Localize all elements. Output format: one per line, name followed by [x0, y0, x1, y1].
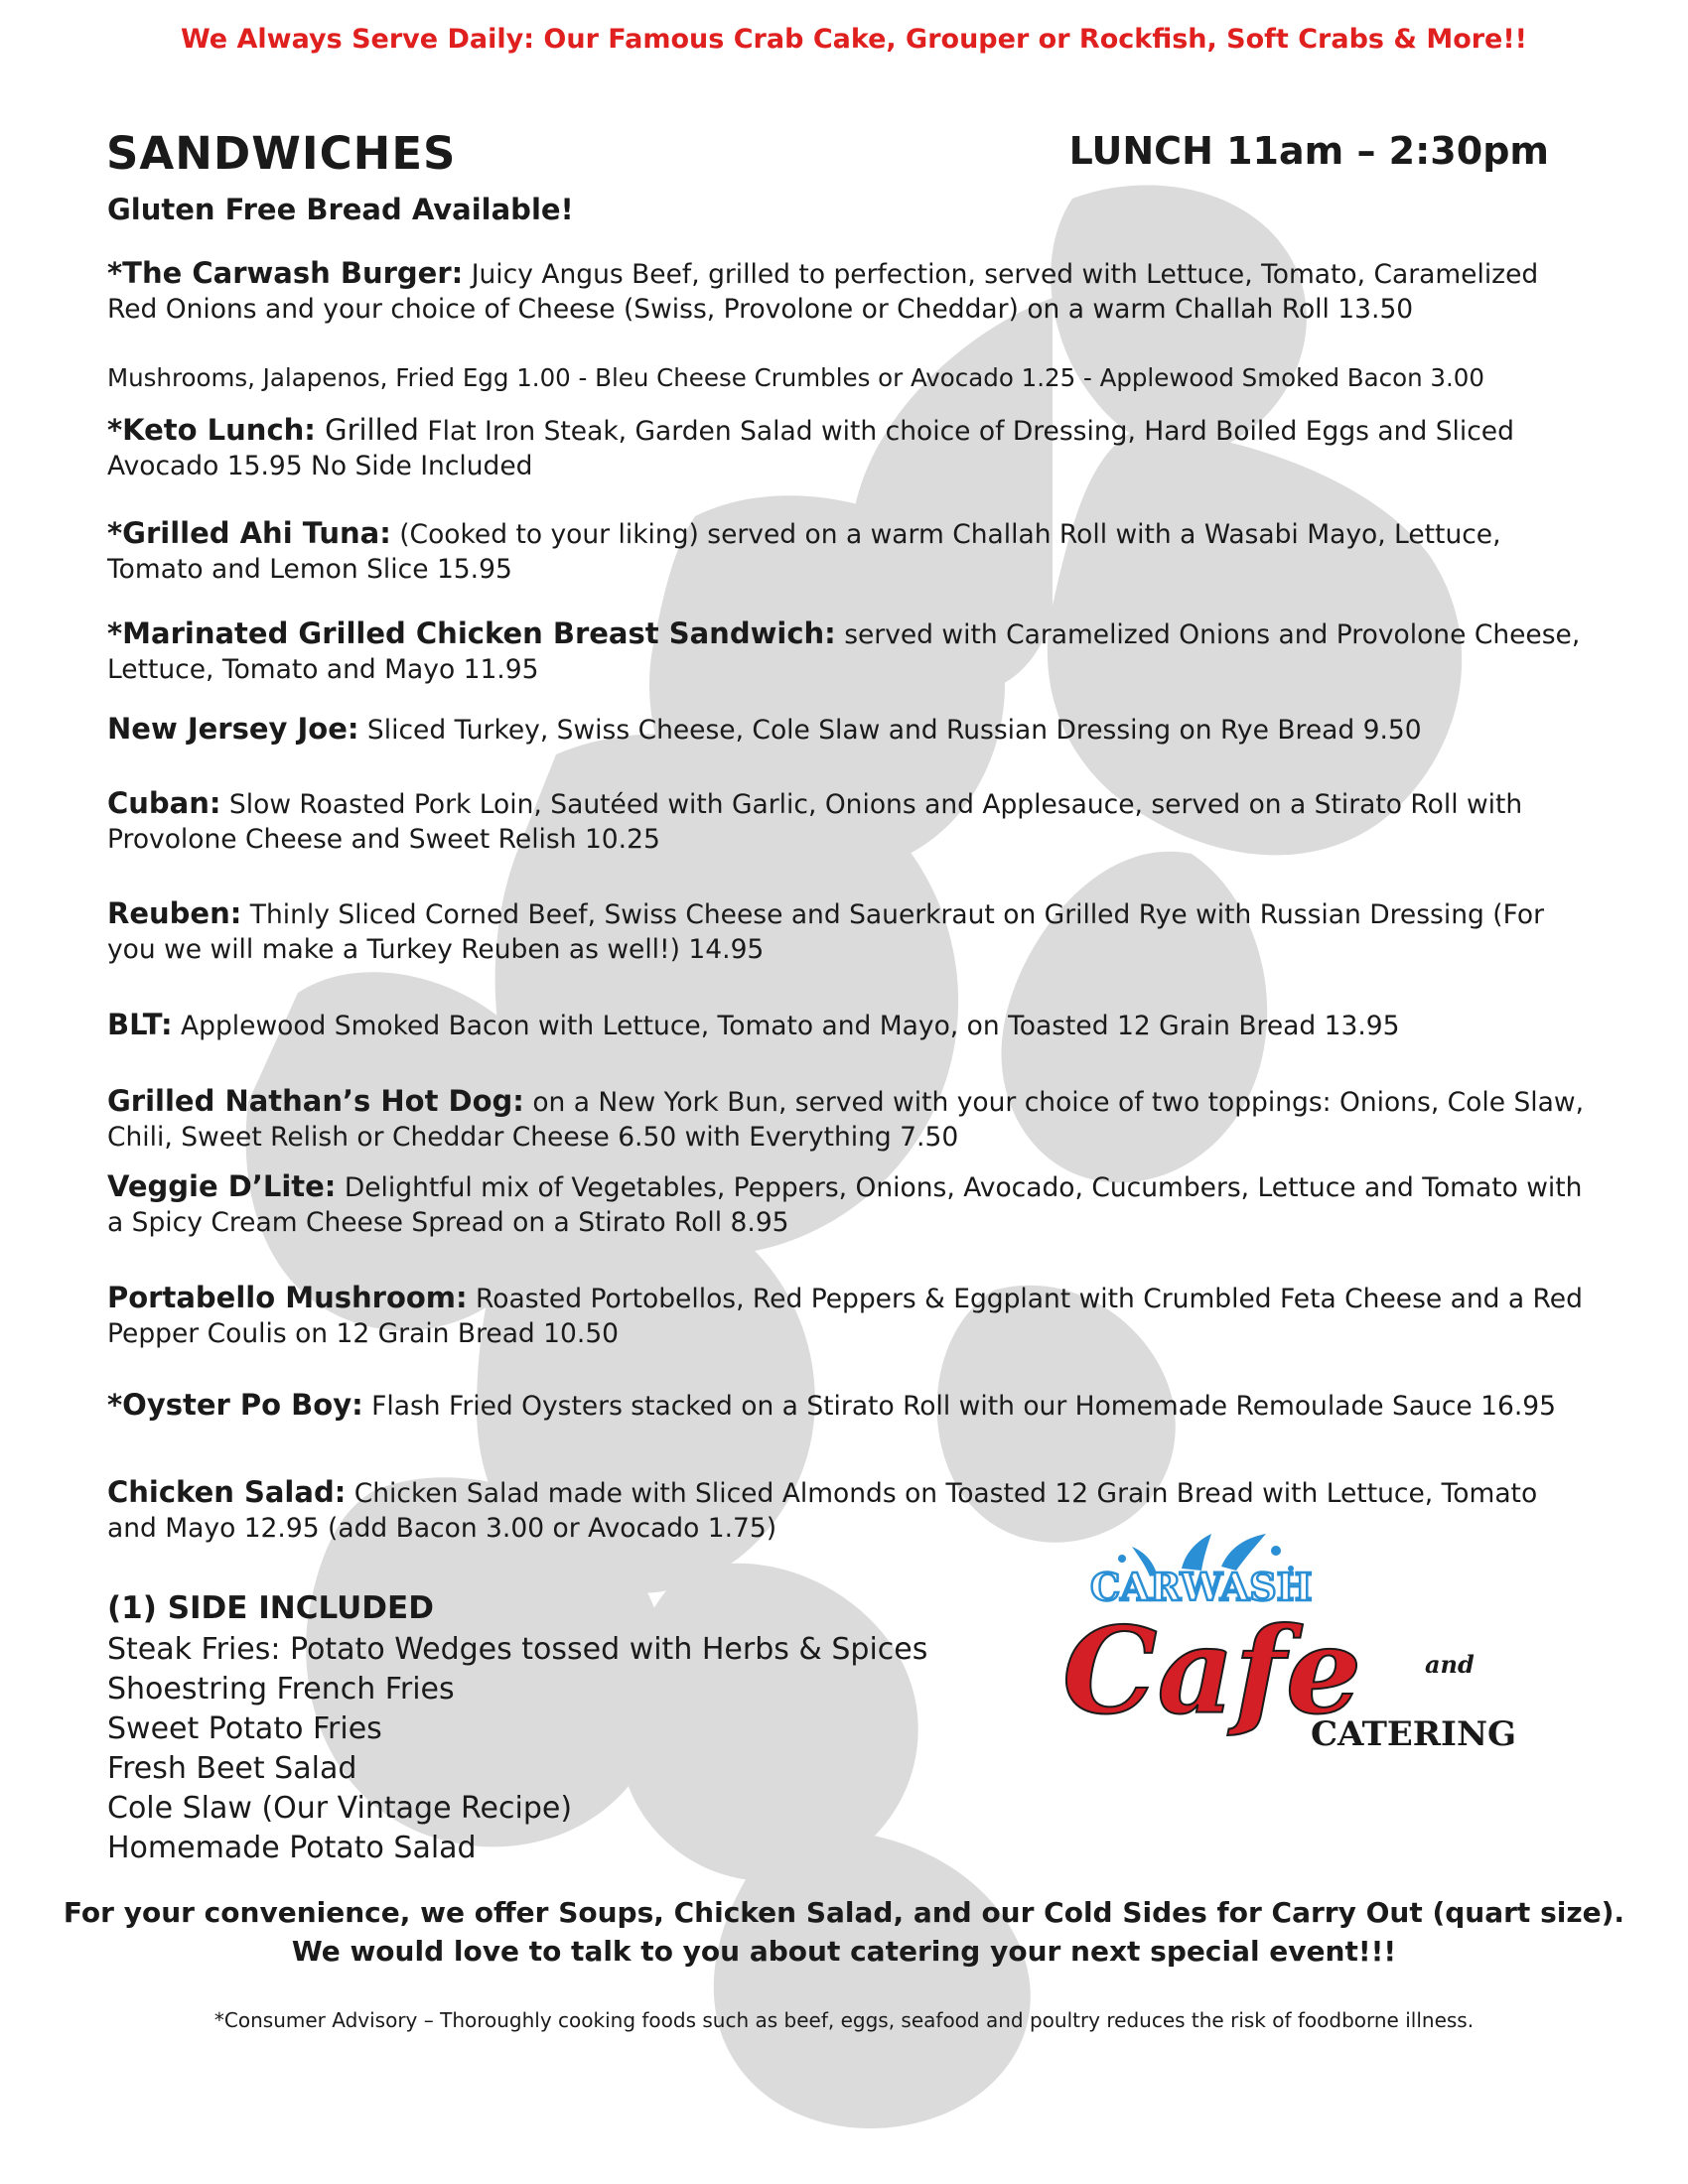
menu-item-desc: served with Caramelized Onions and Provolone Cheese, Lettuce, Tomato and Mayo 11.95 [107, 619, 1581, 685]
logo-catering-text: CATERING [1311, 1714, 1517, 1754]
burger-addons: Mushrooms, Jalapenos, Fried Egg 1.00 - Bleu Cheese Crumbles or Avocado 1.25 - Applewood Smoked Bacon 3.00 [107, 363, 1484, 392]
menu-item-desc: Delightful mix of Vegetables, Peppers, Onions, Avocado, Cucumbers, Lettuce and Tomato with a Spicy Cream Cheese Spread on a Stirato Roll 8.95 [107, 1172, 1583, 1238]
menu-item-desc: Roasted Portobellos, Red Peppers & Eggplant with Crumbled Feta Cheese and a Red Pepper Coulis on 12 Grain Bread 10.50 [107, 1284, 1583, 1349]
menu-item-grilled-chicken [107, 616, 1587, 687]
lunch-hours: LUNCH 11am – 2:30pm [1068, 129, 1549, 173]
menu-item-ahi-tuna [107, 516, 1587, 587]
catering-note: We would love to talk to you about catering your next special event!!! [291, 1935, 1397, 1968]
menu-item-name: *Oyster Po Boy: [107, 1388, 363, 1422]
side-item: Steak Fries: Potato Wedges tossed with Herbs & Spices [107, 1632, 928, 1667]
menu-item-name: Cuban: [107, 786, 221, 820]
menu-item-desc: Thinly Sliced Corned Beef, Swiss Cheese and Sauerkraut on Grilled Rye with Russian Dressing (For you we will make a Turkey Reuben as well!) 14.95 [107, 899, 1544, 965]
menu-item-desc: Slow Roasted Pork Loin, Sautéed with Garlic, Onions and Applesauce, served on a Stirato Roll with Provolone Cheese and Sweet Relish 10.25 [107, 789, 1523, 855]
menu-item-name: Grilled Nathan’s Hot Dog: [107, 1084, 524, 1118]
menu-item-desc: (Cooked to your liking) served on a warm Challah Roll with a Wasabi Mayo, Lettuce, Tomato and Lemon Slice 15.95 [107, 519, 1501, 585]
menu-item-blt [107, 1008, 1587, 1043]
carry-out-note: For your convenience, we offer Soups, Chicken Salad, and our Cold Sides for Carry Out (quart size). [63, 1896, 1625, 1929]
menu-item-name: *The Carwash Burger: [107, 256, 464, 290]
side-item: Fresh Beet Salad [107, 1751, 357, 1786]
logo-cafe-script: Cafe [1062, 1601, 1362, 1741]
menu-item-veggie-dlite [107, 1169, 1587, 1240]
menu-item-name: Portabello Mushroom: [107, 1281, 468, 1314]
menu-item-hot-dog [107, 1084, 1587, 1155]
side-item: Shoestring French Fries [107, 1672, 455, 1706]
menu-item-name: Veggie D’Lite: [107, 1169, 337, 1203]
menu-item-name: Chicken Salad: [107, 1475, 347, 1509]
menu-item-name: *Keto Lunch: [107, 413, 316, 447]
menu-item-portabello [107, 1281, 1587, 1351]
sides-header: (1) SIDE INCLUDED [107, 1590, 434, 1626]
menu-item-name: Reuben: [107, 896, 242, 930]
side-item: Sweet Potato Fries [107, 1711, 382, 1746]
menu-item-desc: Applewood Smoked Bacon with Lettuce, Tomato and Mayo, on Toasted 12 Grain Bread 13.95 [172, 1011, 1400, 1041]
logo-and-text: and [1425, 1650, 1475, 1679]
page-title: SANDWICHES [106, 127, 457, 180]
menu-item-carwash-burger [107, 256, 1587, 327]
menu-item-oyster-po-boy [107, 1388, 1587, 1424]
menu-item-desc: on a New York Bun, served with your choice of two toppings: Onions, Cole Slaw, Chili, Sweet Relish or Cheddar Cheese 6.50 with Everything 7.50 [107, 1087, 1584, 1153]
menu-item-desc: Juicy Angus Beef, grilled to perfection, served with Lettuce, Tomato, Caramelized Red Onions and your choice of Cheese (Swiss, Provolone or Cheddar) on a warm Challah Roll 13.50 [107, 259, 1539, 325]
daily-specials-banner: We Always Serve Daily: Our Famous Crab Cake, Grouper or Rockfish, Soft Crabs & More!! [180, 24, 1527, 55]
logo-carwash-text: CARWASH [1090, 1565, 1313, 1609]
side-item: Cole Slaw (Our Vintage Recipe) [107, 1791, 573, 1826]
sides-list [107, 1630, 927, 1868]
menu-item-desc: Flash Fried Oysters stacked on a Stirato Roll with our Homemade Remoulade Sauce 16.95 [362, 1391, 1557, 1422]
menu-item-desc: Sliced Turkey, Swiss Cheese, Cole Slaw and Russian Dressing on Rye Bread 9.50 [358, 715, 1422, 746]
menu-item-name: *Grilled Ahi Tuna: [107, 516, 391, 550]
menu-item-new-jersey-joe [107, 712, 1587, 748]
menu-item-name: New Jersey Joe: [107, 712, 359, 746]
menu-item-reuben [107, 896, 1587, 967]
carwash-cafe-logo [1062, 1529, 1529, 1777]
gluten-free-note: Gluten Free Bread Available! [107, 193, 574, 226]
menu-item-desc: Chicken Salad made with Sliced Almonds on Toasted 12 Grain Bread with Lettuce, Tomato and Mayo 12.95 (add Bacon 3.00 or Avocado 1.75) [107, 1478, 1538, 1544]
menu-item-cuban [107, 786, 1587, 857]
menu-item-lead: Grilled [315, 413, 419, 447]
consumer-advisory: *Consumer Advisory – Thoroughly cooking foods such as beef, eggs, seafood and poultry reduces the risk of foodborne illness. [213, 2008, 1475, 2032]
menu-item-desc: Flat Iron Steak, Garden Salad with choice of Dressing, Hard Boiled Eggs and Sliced Avocado 15.95 No Side Included [107, 416, 1514, 481]
menu-item-keto-lunch [107, 413, 1587, 483]
footer-message [60, 1893, 1628, 1971]
menu-item-name: BLT: [107, 1008, 173, 1041]
side-item: Homemade Potato Salad [107, 1831, 477, 1865]
menu-item-name: *Marinated Grilled Chicken Breast Sandwich: [107, 616, 836, 650]
